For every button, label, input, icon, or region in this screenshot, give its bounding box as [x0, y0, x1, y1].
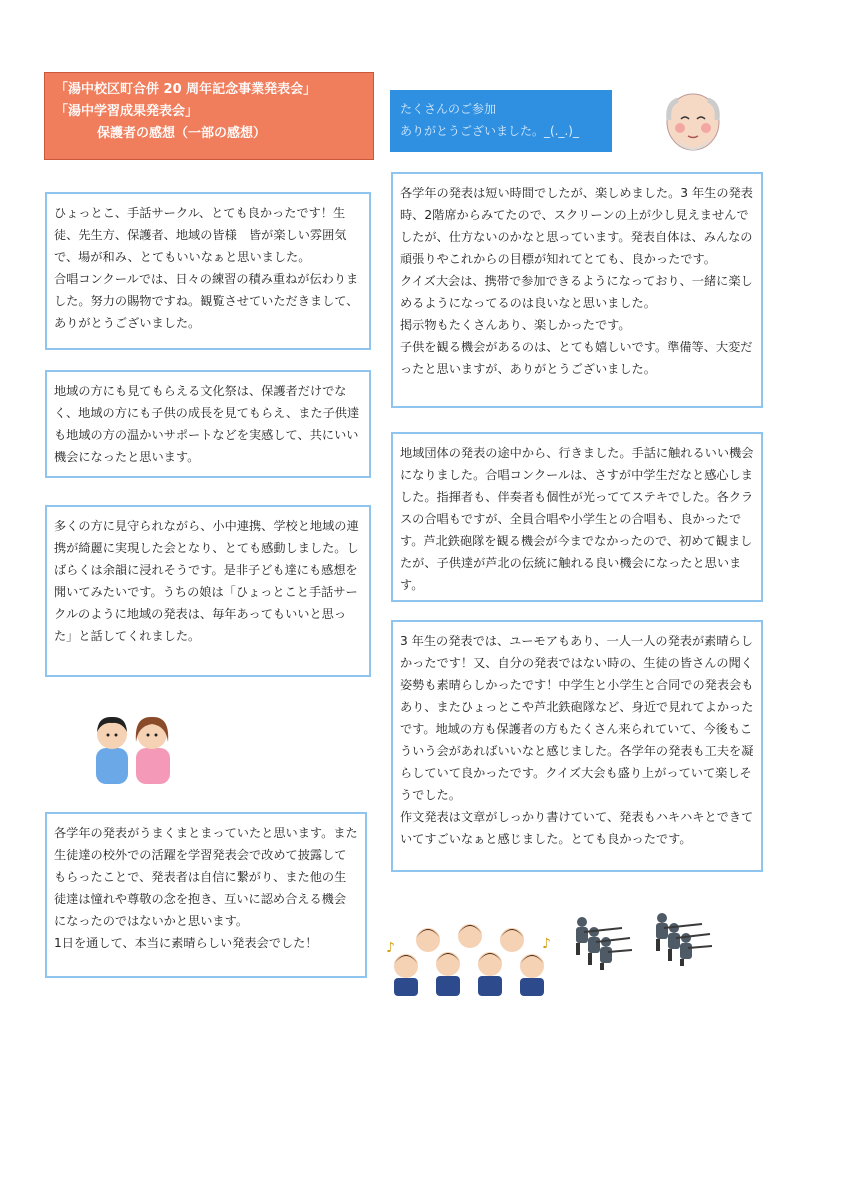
- event-subtitle: 「湯中学習成果発表会」: [55, 104, 199, 119]
- parent-comment-card: [45, 812, 367, 978]
- elderly-face-illustration: [664, 92, 722, 152]
- parent-comment-card: [45, 192, 371, 350]
- parent-comment-card: [45, 370, 371, 478]
- svg-text:♪: ♪: [542, 936, 551, 952]
- parent-comment-card: [391, 172, 763, 408]
- comment-text: 多くの方に見守られながら、小中連携、学校と地域の連携が綺麗に実現した会となり、とても感動しました。しばらくは余韻に浸れそうです。是非子ども達にも感想を聞いてみたいです。うちの娘は「ひょっとこと手話サークルのように地域の発表は、毎年あってもいいと思った」と話してくれました。: [54, 519, 359, 643]
- comment-text: 地域の方にも見てもらえる文化祭は、保護者だけでなく、地域の方にも子供の成長を見てもらえ、また子供達も地域の方の温かいサポートなどを実感して、共にいい機会になったと思います。: [54, 384, 360, 464]
- section-heading: 保護者の感想（一部の感想）: [97, 126, 267, 141]
- comment-text: 3 年生の発表では、ユーモアもあり、一人一人の発表が素晴らしかったです！又、自分の発表ではない時の、生徒の皆さんの聞く姿勢も素晴らしかったです！中学生と小学生と合同での発表会もあり、またひょっとこや芦北鉄砲隊など、身近で見れてよかったです。地域の方も保護者の方もたくさん来られていて、今後もこういう会があればいいなと感じました。各学年の発表も工夫を凝らしていて良かったです。クイズ大会も盛り上がっていて楽しそうでした。 作文発表は文章がしっかり書けていて、発表もハキハキとできていてすごいなぁと感じました。とても良かったです。: [400, 634, 754, 846]
- svg-text:♪: ♪: [386, 940, 395, 956]
- parent-comment-card: [391, 432, 763, 602]
- matchlock-squad-illustration: [650, 910, 714, 966]
- comment-text: 各学年の発表は短い時間でしたが、楽しめました。3 年生の発表時、2階席からみてたので、スクリーンの上が少し見えませんでしたが、仕方ないのかなと思っています。発表自体は、みんなの頑張りやこれからの目標が知れてとても、良かったです。 クイズ大会は、携帯で参加できるようになっており、一緒に楽しめるようになってるのは良いなと思いました。 掲示物もたくさんあり、楽しかったです。 子供を観る機会があるのは、とても嬉しいです。準備等、大変だったと思いますが、ありがとうございました。: [400, 186, 753, 376]
- title-banner: [44, 72, 374, 160]
- comment-text: 地域団体の発表の途中から、行きました。手話に触れるいい機会になりました。合唱コンクールは、さすが中学生だなと感心しました。指揮者も、伴奏者も個性が光っててステキでした。各クラスの合唱もですが、全員合唱や小学生との合唱も、良かったです。芦北鉄砲隊を観る機会が今までなかったので、初めて観ましたが、子供達が芦北の伝統に触れる良い機会になったと思います。: [400, 446, 754, 592]
- choir-children-illustration: [384, 918, 556, 996]
- comment-text: 各学年の発表がうまくまとまっていたと思います。また生徒達の校外での活躍を学習発表会で改めて披露してもらったことで、発表者は自信に繋がり、また他の生徒達は憧れや尊敬の念を抱き、互いに認め合える機会になったのではないかと思います。 1日を通して、本当に素晴らしい発表会でした！: [54, 826, 358, 950]
- couple-illustration: [92, 712, 174, 784]
- thanks-message-box: [390, 90, 612, 152]
- parent-comment-card: [391, 620, 763, 872]
- thanks-line-2: ありがとうございました。_(._.)_: [400, 124, 579, 138]
- parent-comment-card: [45, 505, 371, 677]
- thanks-line-1: たくさんのご参加: [400, 102, 497, 116]
- matchlock-squad-illustration: [570, 914, 634, 970]
- event-title: 「湯中校区町合併 20 周年記念事業発表会」: [55, 82, 317, 97]
- comment-text: ひょっとこ、手話サークル、とても良かったです！生徒、先生方、保護者、地域の皆様 皆が楽しい雰囲気で、場が和み、とてもいいなぁと思いました。 合唱コンクールでは、日々の練習の積み重ねが伝わりました。努力の賜物ですね。観覧させていただきまして、ありがとうございました。: [54, 206, 359, 330]
